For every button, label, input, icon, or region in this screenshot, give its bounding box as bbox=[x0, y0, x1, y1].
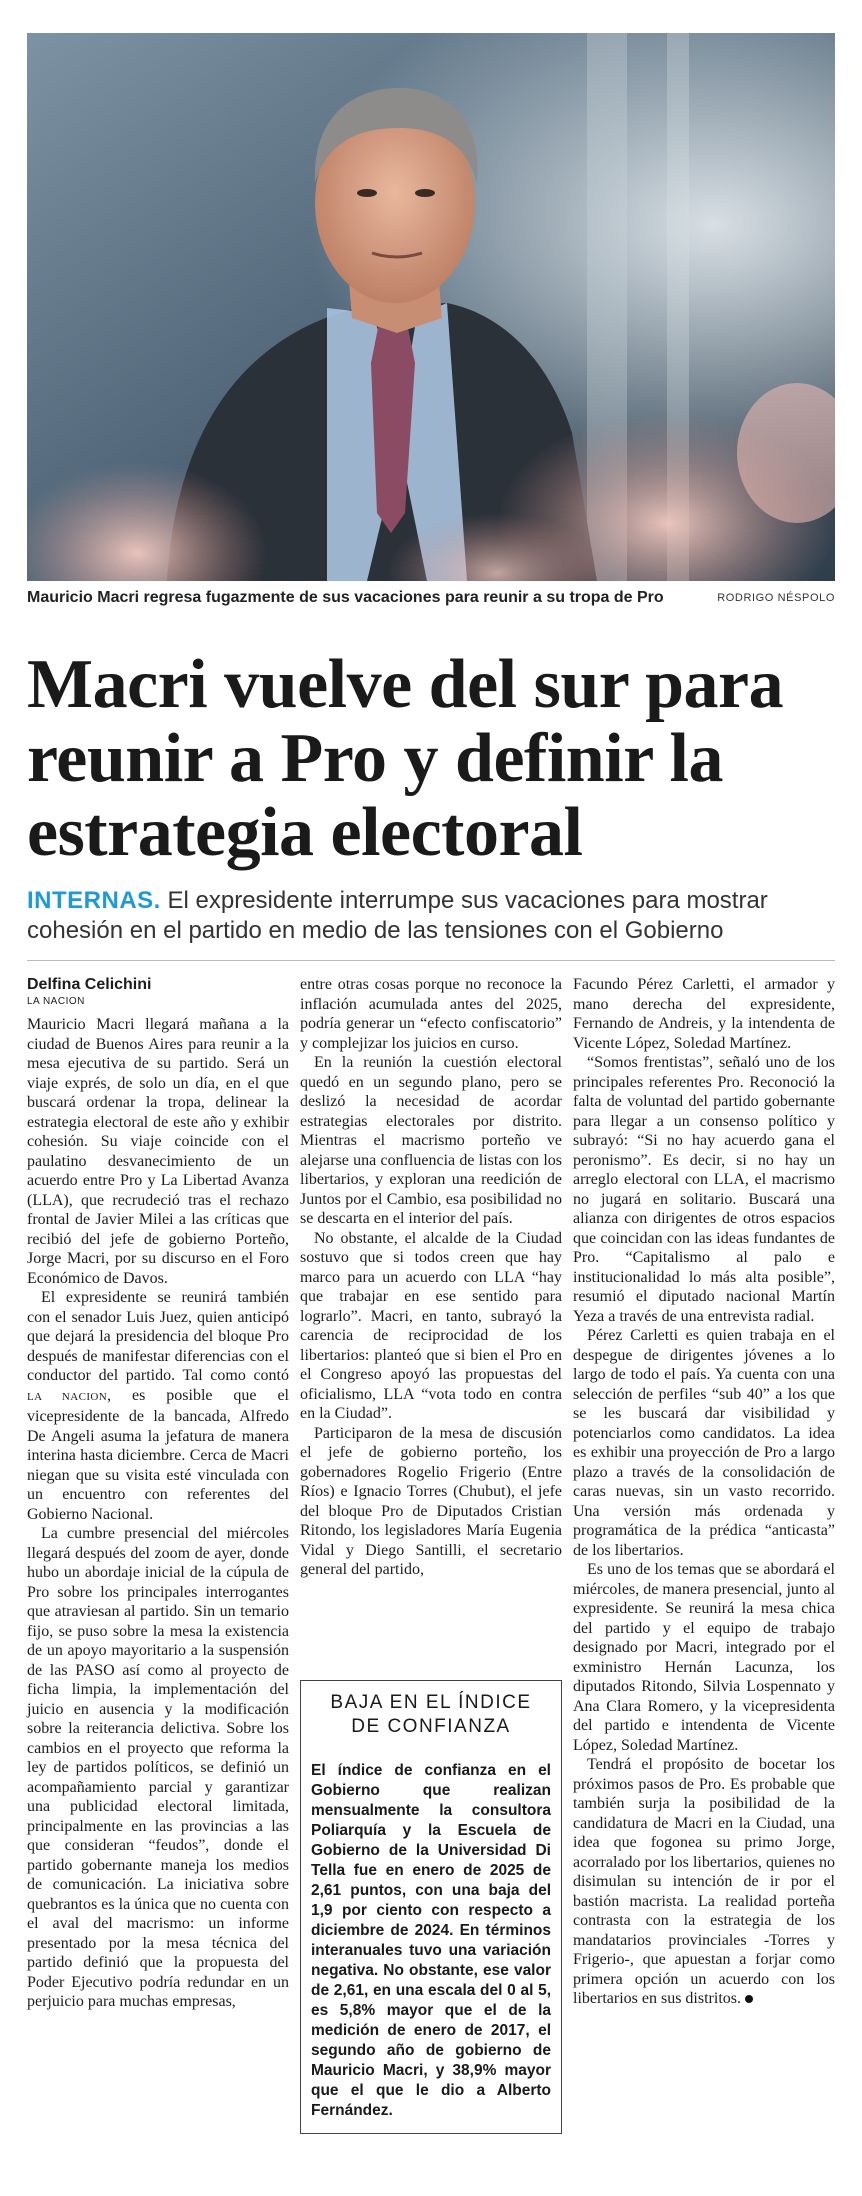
paragraph: “Somos frentistas”, señaló uno de los principales referentes Pro. Reconoció la falta de voluntad del partido gobernante para llegar a un consenso político y subrayó: “Si no hay acuerdo gana el peronismo”. Es decir, si no hay un arreglo electoral con LLA, el macrismo no jugará en solitario. Buscará una alianza con dirigentes de otros espacios que coincidan con las ideas fundantes de Pro. “Capitalismo al palo e institucionalidad lo más alta posible”, resumió el diputado nacional Martín Yeza a través de una entrevista radial. bbox=[573, 1054, 835, 1325]
paragraph: Mauricio Macri llegará mañana a la ciudad de Buenos Aires para reunir a la mesa ejecutiva de su partido. Será un viaje exprés, de solo un día, en el que buscará ordenar la tropa, delinear la estrategia electoral de este año y exhibir cohesión. Su viaje coincide con el paulatino desvanecimiento de un acuerdo entre Pro y La Libertad Avanza (LLA), que recrudeció tras el rechazo frontal de Javier Milei a las críticas que recibió del jefe de gobierno Porteño, Jorge Macri, por su discurso en el Foro Económico de Davos. bbox=[27, 1016, 289, 1287]
article-photo bbox=[27, 33, 835, 581]
deck-text: El expresidente interrumpe sus vacaciones para mostrar cohesión en el partido en medio de las tensiones con el Gobierno bbox=[27, 887, 768, 944]
sidebar-title-line-1: BAJA EN EL ÍNDICE bbox=[330, 1692, 532, 1713]
paragraph: entre otras cosas porque no reconoce la inflación acumulada antes del 2025, podría generar un “efecto confiscatorio” y complejizar los juicios en curso. bbox=[300, 976, 562, 1052]
photo-caption-row bbox=[27, 586, 835, 610]
paragraph: Facundo Pérez Carletti, el armador y mano derecha del expresidente, Fernando de Andreis, y la intendenta de Vicente López, Soledad Martínez. bbox=[573, 976, 835, 1052]
headline-line-3: estrategia electoral bbox=[27, 794, 583, 871]
article-column-1 bbox=[27, 975, 289, 2012]
byline-author: Delfina Celichini bbox=[27, 976, 152, 993]
paragraph: Participaron de la mesa de discusión el jefe de gobierno porteño, los gobernadores Rogelio Frigerio (Entre Ríos) e Ignacio Torres (Chubut), el jefe del bloque Pro de Diputados Cristian Ritondo, los legisladores María Eugenia Vidal y Diego Santilli, el secretario general del partido, bbox=[300, 1424, 562, 1578]
photo-illustration bbox=[27, 33, 835, 581]
photo-caption: Mauricio Macri regresa fugazmente de sus vacaciones para reunir a su tropa de Pro bbox=[27, 589, 664, 606]
photo-credit: RODRIGO NÉSPOLO bbox=[717, 592, 835, 604]
deck-kicker: INTERNAS. bbox=[27, 887, 161, 914]
paragraph: No obstante, el alcalde de la Ciudad sostuvo que si todos creen que hay marco para un acuerdo con LLA “hay que trabajar en ese sentido para lograrlo”. Macri, en tanto, subrayó la carencia de reciprocidad de los libertarios: planteó que si bien el Pro en el Congreso apoyó las propuestas del oficialismo, LLA “vota todo en contra en la Ciudad”. bbox=[300, 1229, 562, 1422]
paragraph: Tendrá el propósito de bocetar los próximos pasos de Pro. Es probable que también surja la posibilidad de la candidatura de Macri en la Ciudad, una idea que fogonea su primo Jorge, acorralado por los libertarios, quienes no disimulan su intención de ir por el bastión macrista. La realidad porteña contrasta con la estrategia de los mandatarios provinciales -Torres y Frigerio-, que apuestan a forjar como primera opción un acuerdo con los libertarios en sus distritos. bbox=[573, 1756, 835, 2007]
article-headline bbox=[27, 648, 835, 870]
article-deck bbox=[27, 886, 835, 946]
paragraph: En la reunión la cuestión electoral quedó en un segundo plano, pero se deslizó la necesidad de acordar estrategias electorales por distrito. Mientras el macrismo porteño ve alejarse una confluencia de listas con los libertarios, y exploran una reedición de Juntos por el Cambio, esa posibilidad no se descarta en el interior del país. bbox=[300, 1054, 562, 1227]
sidebar-box bbox=[300, 1680, 562, 2134]
headline-line-2: reunir a Pro y definir la bbox=[27, 720, 723, 797]
article-column-3 bbox=[573, 975, 835, 2009]
sidebar-body: El índice de confianza en el Gobierno que realizan mensualmente la consultora Poliarquía y la Escuela de Gobierno de la Universidad Di Tella fue en enero de 2025 de 2,61 puntos, con una baja del 1,9 por ciento con respecto a diciembre de 2024. En términos interanuales tuvo una variación negativa. No obstante, ese valor de 2,61, en una escala del 0 al 5, es 5,8% mayor que el de la medición de enero de 2017, el segundo año de gobierno de Mauricio Macri, y 38,9% mayor que el que le dio a Alberto Fernández. bbox=[311, 1762, 551, 2119]
paragraph: El expresidente se reunirá también con el senador Luis Juez, quien anticipó que dejará la presidencia del bloque Pro después de manifestar diferencias con el conductor del partido. Tal como contó LA NACION, es posible que el vicepresidente de la bancada, Alfredo De Angeli asuma la jefatura de manera interina hasta diciembre. Cerca de Macri niegan que su visita esté vinculada con un encuentro con referentes del Gobierno Nacional. bbox=[27, 1289, 289, 1523]
paragraph: La cumbre presencial del miércoles llegará después del zoom de ayer, donde hubo un abordaje inicial de la cúpula de Pro sobre los principales interrogantes que atraviesan al partido. Sin un temario fijo, se puso sobre la mesa la existencia de un apoyo mayoritario a la suspensión de las PASO así como al proyecto de ficha limpia, la implementación del juicio en ausencia y la modificación sobre la reiterancia delictiva. Sobre los cambios en el proyecto que reforma la ley de partidos políticos, se definió un acompañamiento parcial y garantizar una publicidad electoral limitada, principalmente en las provincias a las que consideran “feudos”, donde el partido gobernante maneja los medios de comunicación. La iniciativa sobre quebrantos es la única que no cuenta con el aval del macrismo: un informe presentado por la mesa técnica del partido definió que la propuesta del Poder Ejecutivo podría redundar en un perjuicio para muchas empresas, bbox=[27, 1525, 289, 2010]
article-column-2 bbox=[300, 975, 562, 1580]
paragraph: Pérez Carletti es quien trabaja en el despegue de dirigentes jóvenes a lo largo de todo el país. Ya cuenta con una selección de perfiles “sub 40” a los que se les buscará dar visibilidad y potenciarlos como candidatos. La idea es exhibir una proyección de Pro a largo plazo a través de la consolidación de caras nuevas, sin un vasto recorrido. Una versión más ordenada y programática de la prédica “anticasta” de los libertarios. bbox=[573, 1327, 835, 1559]
section-divider bbox=[27, 960, 835, 961]
headline-line-1: Macri vuelve del sur para bbox=[27, 646, 784, 723]
byline-outlet: LA NACION bbox=[27, 996, 85, 1007]
sidebar-title-line-2: DE CONFIANZA bbox=[351, 1716, 511, 1737]
paragraph: Es uno de los temas que se abordará el miércoles, de manera presencial, junto al expresidente. Se reunirá la mesa chica del partido y el equipo de trabajo designado por Macri, integrado por el exministro Hernán Lacunza, los diputados Ritondo, Silvia Lospennato y Ana Clara Romero, y la vicepresidenta del partido e intendenta de Vicente López, Soledad Martínez. bbox=[573, 1561, 835, 1754]
end-of-article-mark bbox=[745, 1995, 753, 2003]
sidebar-title bbox=[311, 1691, 551, 1739]
